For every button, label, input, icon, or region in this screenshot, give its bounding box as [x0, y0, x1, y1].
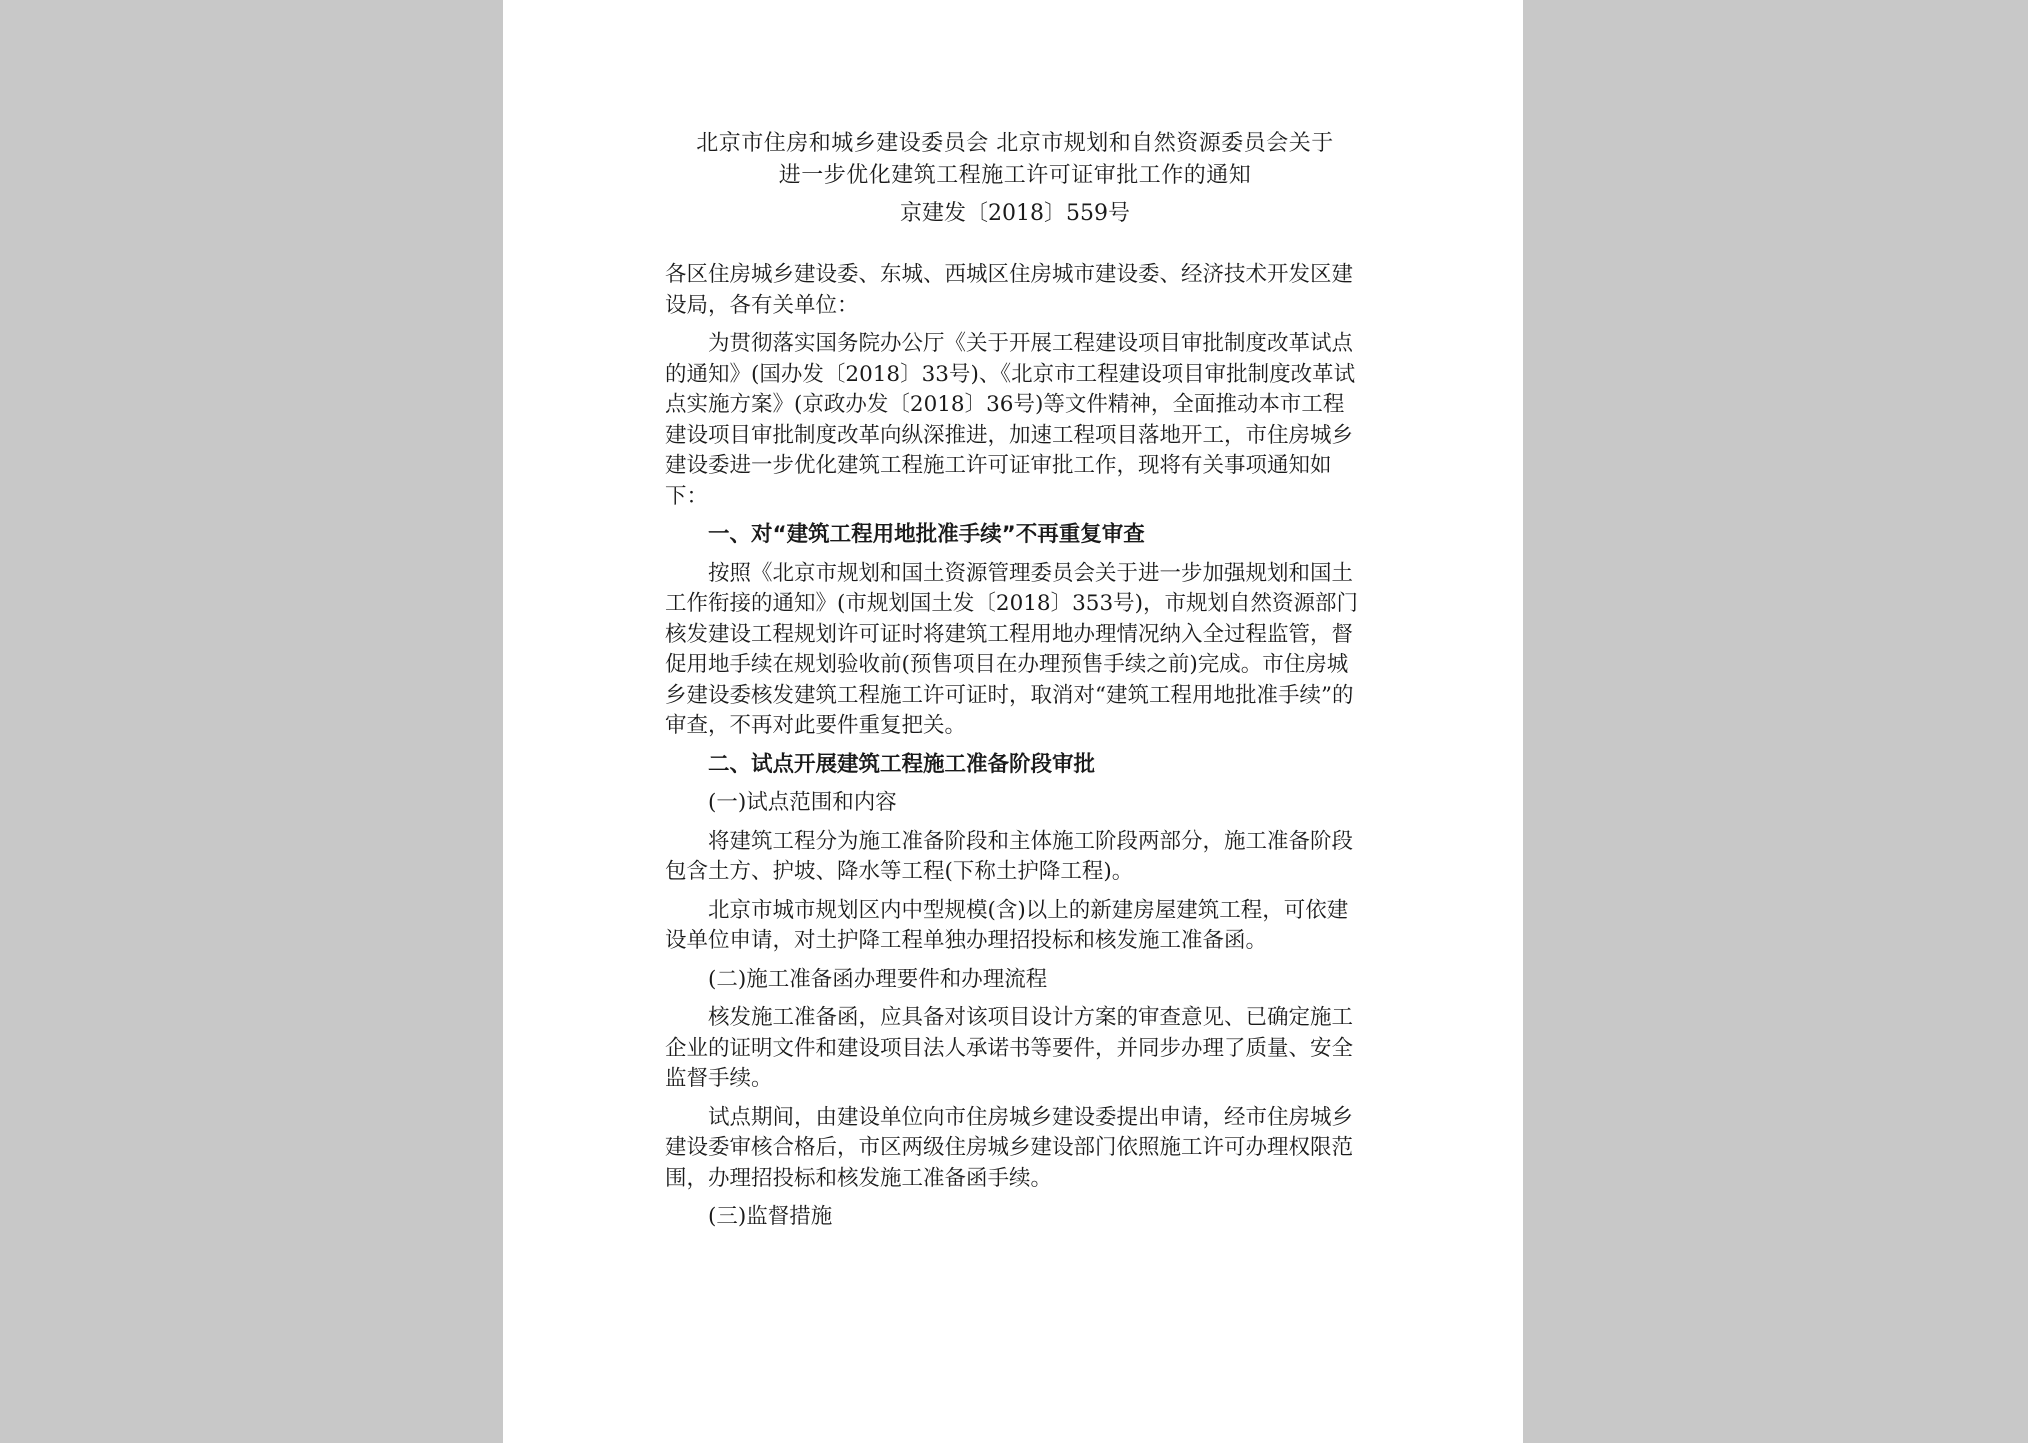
- subsection-1-paragraph-2: 北京市城市规划区内中型规模(含)以上的新建房屋建筑工程，可依建设单位申请，对土护降工程单独办理招投标和核发施工准备函。: [665, 897, 1349, 953]
- intro-paragraph: 为贯彻落实国务院办公厅《关于开展工程建设项目审批制度改革试点的通知》(国办发〔2018〕33号)、《北京市工程建设项目审批制度改革试点实施方案》(京政办发〔2018〕36号)等文件精神，全面推动本市工程建设项目审批制度改革向纵深推进，加速工程项目落地开工，市住房城乡建设委进一步优化建筑工程施工许可证审批工作，现将有关事项通知如下：: [665, 331, 1356, 509]
- document-content: [665, 128, 1365, 1241]
- document-title-line-1: 北京市住房和城乡建设委员会 北京市规划和自然资源委员会关于: [696, 131, 1334, 156]
- subsection-3-heading: (三)监督措施: [708, 1204, 833, 1229]
- salutation: 各区住房城乡建设委、东城、西城区住房城市建设委、经济技术开发区建设局，各有关单位：: [665, 262, 1354, 318]
- subsection-2-heading: (二)施工准备函办理要件和办理流程: [708, 966, 1048, 992]
- subsection-2-paragraph-2: 试点期间，由建设单位向市住房城乡建设委提出申请，经市住房城乡建设委审核合格后，市区两级住房城乡建设部门依照施工许可办理权限范围，办理招投标和核发施工准备函手续。: [665, 1104, 1354, 1191]
- section-1-heading: 一、对“建筑工程用地批准手续”不再重复审查: [708, 522, 1145, 547]
- document-title-line-2: 进一步优化建筑工程施工许可证审批工作的通知: [778, 163, 1252, 188]
- subsection-1-paragraph-1: 将建筑工程分为施工准备阶段和主体施工阶段两部分，施工准备阶段包含土方、护坡、降水等工程(下称土护降工程)。: [665, 828, 1354, 884]
- section-2-heading: 二、试点开展建筑工程施工准备阶段审批: [708, 751, 1096, 777]
- document-page: [503, 0, 1523, 1443]
- section-1-body: 按照《北京市规划和国土资源管理委员会关于进一步加强规划和国土工作衔接的通知》(市规划国土发〔2018〕353号)，市规划自然资源部门核发建设工程规划许可证时将建筑工程用地办理情况纳入全过程监管，督促用地手续在规划验收前(预售项目在办理预售手续之前)完成。市住房城乡建设委核发建筑工程施工许可证时，取消对“建筑工程用地批准手续”的审查，不再对此要件重复把关。: [665, 560, 1359, 738]
- document-number: 京建发〔2018〕559号: [900, 201, 1130, 226]
- subsection-2-paragraph-1: 核发施工准备函，应具备对该项目设计方案的审查意见、已确定施工企业的证明文件和建设项目法人承诺书等要件，并同步办理了质量、安全监督手续。: [665, 1005, 1354, 1091]
- subsection-1-heading: (一)试点范围和内容: [708, 790, 897, 815]
